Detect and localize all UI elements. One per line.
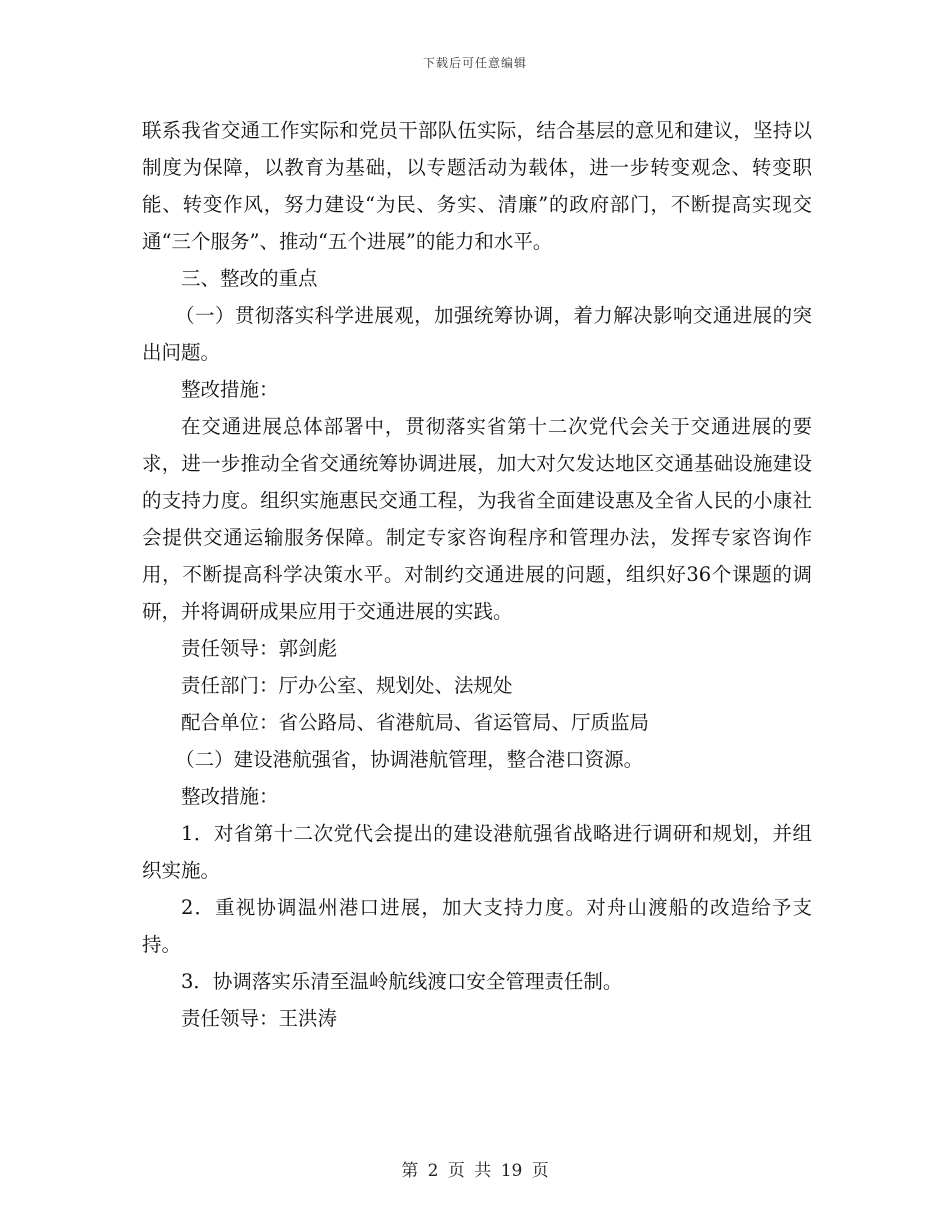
responsible-department-1: 责任部门：厅办公室、规划处、法规处 (181, 674, 513, 697)
responsible-leader-2: 责任领导：王洪涛 (181, 1007, 338, 1030)
responsible-leader-1: 责任领导：郭剑彪 (181, 637, 338, 660)
cooperating-units-1: 配合单位：省公路局、省港航局、省运管局、厅质监局 (181, 711, 650, 734)
measures-label-1: 整改措施： (181, 378, 279, 401)
measures-label-2: 整改措施： (181, 785, 279, 808)
measure-item-2: 2．重视协调温州港口进展，加大支持力度。对舟山渡船的改造给予支持。 (142, 896, 812, 956)
page-header: 下载后可任意编辑 (422, 56, 527, 70)
paragraph-measures-1: 在交通进展总体部署中，贯彻落实省第十二次党代会关于交通进展的要求，进一步推动全省交通统筹协调进展，加大对欠发达地区交通基础设施建设的支持力度。组织实施惠民交通工程，为我省全面建设惠及全省人民的小康社会提供交通运输服务保障。制定专家咨询程序和管理办法，发挥专家咨询作用，不断提高科学决策水平。对制约交通进展的问题，组织好36个课题的调研，并将调研成果应用于交通进展的实践。 (142, 415, 812, 623)
subsection-heading-1: （一）贯彻落实科学进展观，加强统筹协调，着力解决影响交通进展的突出问题。 (142, 304, 812, 364)
subsection-heading-2: （二）建设港航强省，协调港航管理，整合港口资源。 (175, 748, 644, 771)
page-number-footer: 第 2 页 共 19 页 (401, 1161, 549, 1181)
section-heading-rectification-focus: 三、整改的重点 (181, 267, 318, 290)
measure-item-3: 3．协调落实乐清至温岭航线渡口安全管理责任制。 (181, 970, 623, 993)
paragraph-intro-continuation: 联系我省交通工作实际和党员干部队伍实际，结合基层的意见和建议，坚持以制度为保障，以教育为基础，以专题活动为载体，进一步转变观念、转变职能、转变作风，努力建设“为民、务实、清廉”的政府部门，不断提高实现交通“三个服务”、推动“五个进展”的能力和水平。 (142, 119, 812, 253)
measure-item-1: 1．对省第十二次党代会提出的建设港航强省战略进行调研和规划，并组织实施。 (142, 822, 812, 882)
document-body (142, 112, 812, 1037)
